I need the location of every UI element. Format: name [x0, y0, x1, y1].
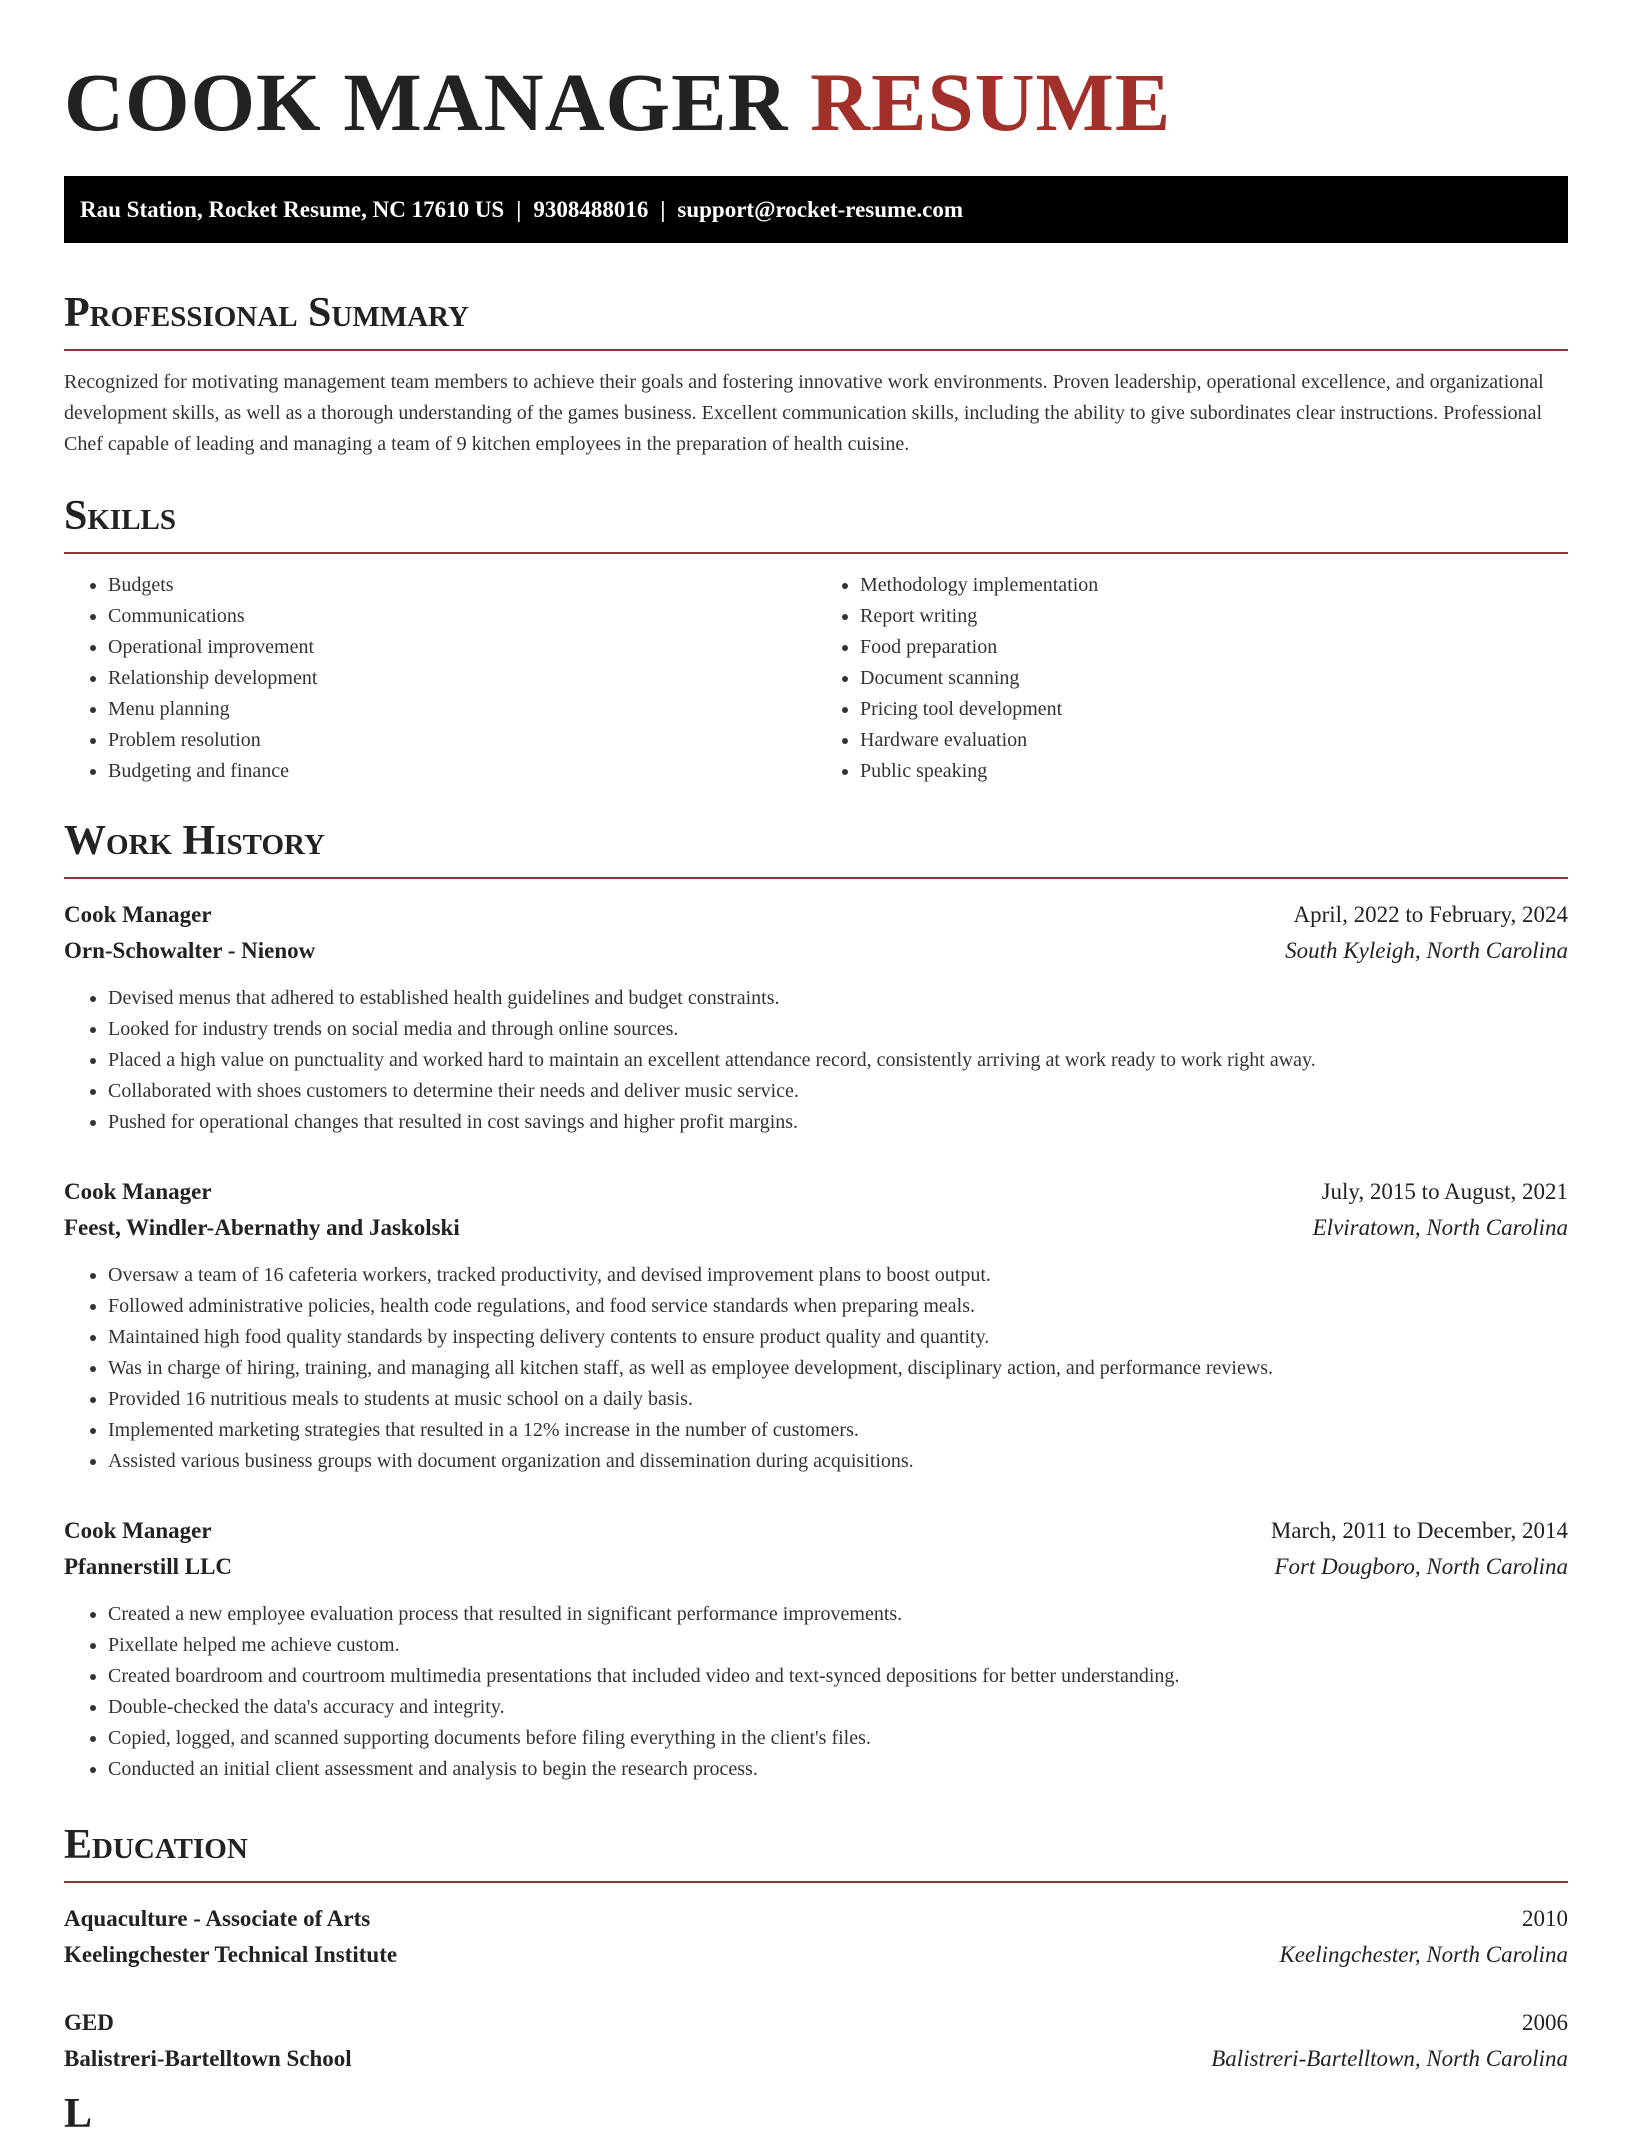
skills-grid: [64, 570, 1568, 787]
job-bullets: [64, 983, 1568, 1138]
job-bullet: • Pushed for operational changes that resulted in cost savings and higher profit margins.: [108, 1107, 1568, 1138]
job-title: Cook Manager: [64, 902, 212, 927]
skills-list-left: [64, 570, 816, 787]
job-title: Cook Manager: [64, 1179, 212, 1204]
job-bullet: • Created boardroom and courtroom multimedia presentations that included video and text-synced depositions for better understanding.: [108, 1661, 1568, 1692]
job-entry: [64, 1174, 1568, 1477]
job-bullet: • Provided 16 nutritious meals to students at music school on a daily basis.: [108, 1384, 1568, 1415]
education-heading: Education: [64, 1817, 1568, 1883]
job-bullet: • Implemented marketing strategies that resulted in a 12% increase in the number of customers.: [108, 1415, 1568, 1446]
education-degree-row: [64, 2005, 1568, 2041]
job-dates: March, 2011 to December, 2014: [1270, 1518, 1568, 1543]
job-bullet: • Followed administrative policies, health code regulations, and food service standards when preparing meals.: [108, 1291, 1568, 1322]
job-bullet: • Pixellate helped me achieve custom.: [108, 1630, 1568, 1661]
summary-text: Recognized for motivating management team members to achieve their goals and fostering innovative work environments. Proven leadership, operational excellence, and organizational development skills, as well as a thorough understanding of the games business. Excellent communication skills, including the ability to give subordinates clear instructions. Professional Chef capable of leading and managing a team of 9 kitchen employees in the preparation of health cuisine.: [64, 371, 1544, 455]
contact-address: Rau Station, Rocket Resume, NC 17610 US: [80, 197, 505, 222]
skill-item: • Report writing: [860, 601, 1568, 632]
job-company-row: [64, 1549, 1568, 1585]
contact-bar: [64, 176, 1568, 243]
education-year: 2006: [1522, 2010, 1568, 2035]
skill-item: • Budgets: [108, 570, 816, 601]
skill-item: • Food preparation: [860, 632, 1568, 663]
job-title-row: [64, 1513, 1568, 1549]
skill-item: • Document scanning: [860, 663, 1568, 694]
education-location: Keelingchester, North Carolina: [1279, 1942, 1568, 1967]
skill-item: • Budgeting and finance: [108, 756, 816, 787]
job-bullet: • Placed a high value on punctuality and worked hard to maintain an excellent attendance record, consistently arriving at work ready to work right away.: [108, 1045, 1568, 1076]
title-accent: RESUME: [810, 56, 1172, 148]
job-bullet: • Devised menus that adhered to established health guidelines and budget constraints.: [108, 983, 1568, 1014]
education-degree: Aquaculture - Associate of Arts: [64, 1906, 371, 1931]
job-company: Feest, Windler-Abernathy and Jaskolski: [64, 1215, 460, 1240]
contact-separator: |: [660, 197, 666, 222]
skill-item: • Communications: [108, 601, 816, 632]
contact-email: support@rocket-resume.com: [677, 197, 964, 222]
job-company-row: [64, 1210, 1568, 1246]
title-main: COOK MANAGER: [64, 56, 789, 148]
job-bullet: • Maintained high food quality standards by inspecting delivery contents to ensure product quality and quantity.: [108, 1322, 1568, 1353]
job-location: South Kyleigh, North Carolina: [1285, 938, 1568, 963]
job-company: Pfannerstill LLC: [64, 1554, 233, 1579]
summary-heading: Professional Summary: [64, 285, 1568, 351]
skills-list-right: [816, 570, 1568, 787]
job-entry: [64, 897, 1568, 1138]
education-school-row: [64, 1937, 1568, 1973]
job-bullet: • Copied, logged, and scanned supporting documents before filing everything in the client's files.: [108, 1723, 1568, 1754]
job-bullet: • Conducted an initial client assessment and analysis to begin the research process.: [108, 1754, 1568, 1785]
resume-title: [64, 0, 1568, 152]
skill-item: • Relationship development: [108, 663, 816, 694]
education-entry: [64, 1901, 1568, 1973]
education-school: Balistreri-Bartelltown School: [64, 2046, 352, 2071]
skill-item: • Public speaking: [860, 756, 1568, 787]
job-bullets: [64, 1599, 1568, 1785]
skills-heading: Skills: [64, 488, 1568, 554]
job-location: Fort Dougboro, North Carolina: [1274, 1554, 1568, 1579]
job-bullet: • Double-checked the data's accuracy and integrity.: [108, 1692, 1568, 1723]
job-dates: July, 2015 to August, 2021: [1321, 1179, 1568, 1204]
education-location: Balistreri-Bartelltown, North Carolina: [1211, 2046, 1568, 2071]
job-bullet: • Looked for industry trends on social media and through online sources.: [108, 1014, 1568, 1045]
education-degree-row: [64, 1901, 1568, 1937]
next-section-heading-partial: L: [64, 2091, 93, 2137]
job-bullet: • Collaborated with shoes customers to determine their needs and deliver music service.: [108, 1076, 1568, 1107]
job-bullet: • Created a new employee evaluation process that resulted in significant performance improvements.: [108, 1599, 1568, 1630]
skill-item: • Problem resolution: [108, 725, 816, 756]
work-history-heading: Work History: [64, 813, 1568, 879]
contact-separator: |: [516, 197, 522, 222]
job-title: Cook Manager: [64, 1518, 212, 1543]
job-bullets: [64, 1260, 1568, 1477]
job-title-row: [64, 1174, 1568, 1210]
job-bullet: • Oversaw a team of 16 cafeteria workers, tracked productivity, and devised improvement plans to boost output.: [108, 1260, 1568, 1291]
contact-phone: 9308488016: [533, 197, 649, 222]
job-dates: April, 2022 to February, 2024: [1293, 902, 1568, 927]
education-school-row: [64, 2041, 1568, 2077]
job-location: Elviratown, North Carolina: [1312, 1215, 1568, 1240]
job-company-row: [64, 933, 1568, 969]
education-year: 2010: [1522, 1906, 1568, 1931]
job-entry: [64, 1513, 1568, 1785]
skill-item: • Pricing tool development: [860, 694, 1568, 725]
education-entry: [64, 2005, 1568, 2077]
skill-item: • Menu planning: [108, 694, 816, 725]
education-school: Keelingchester Technical Institute: [64, 1942, 398, 1967]
skill-item: • Methodology implementation: [860, 570, 1568, 601]
skill-item: • Operational improvement: [108, 632, 816, 663]
job-bullet: • Assisted various business groups with document organization and dissemination during acquisitions.: [108, 1446, 1568, 1477]
job-company: Orn-Schowalter - Nienow: [64, 938, 316, 963]
education-degree: GED: [64, 2010, 114, 2035]
job-title-row: [64, 897, 1568, 933]
skill-item: • Hardware evaluation: [860, 725, 1568, 756]
job-bullet: • Was in charge of hiring, training, and managing all kitchen staff, as well as employee development, disciplinary action, and performance reviews.: [108, 1353, 1568, 1384]
